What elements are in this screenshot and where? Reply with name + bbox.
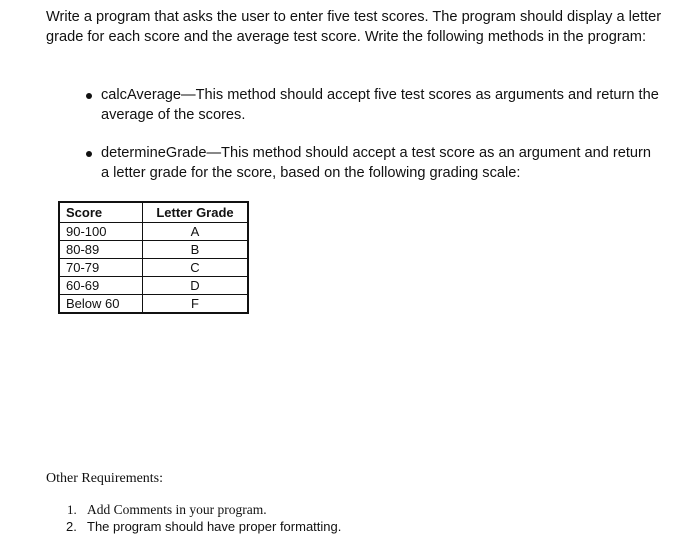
requirement-text: The program should have proper formatting.	[87, 519, 342, 534]
table-header-row	[59, 202, 248, 223]
header-letter-grade: Letter Grade	[143, 202, 249, 223]
grade-cell: D	[143, 277, 249, 295]
score-cell: Below 60	[59, 295, 143, 314]
score-cell: 60-69	[59, 277, 143, 295]
score-cell: 70-79	[59, 259, 143, 277]
grading-scale-table	[58, 201, 249, 314]
table-row	[59, 259, 248, 277]
grade-cell: F	[143, 295, 249, 314]
requirement-number: 2.	[66, 519, 77, 534]
header-score: Score	[59, 202, 143, 223]
grade-cell: C	[143, 259, 249, 277]
bullet-icon	[86, 93, 92, 99]
bullet-calc-average: calcAverage—This method should accept five test scores as arguments and return the average of the scores.	[101, 87, 659, 123]
score-cell: 90-100	[59, 223, 143, 241]
other-requirements-heading: Other Requirements:	[46, 471, 164, 486]
grade-cell: B	[143, 241, 249, 259]
score-cell: 80-89	[59, 241, 143, 259]
table-row	[59, 241, 248, 259]
intro-paragraph: Write a program that asks the user to enter five test scores. The program should display a letter grade for each score and the average test score. Write the following methods in the program:	[46, 9, 662, 45]
requirement-text: Add Comments in your program.	[87, 502, 267, 517]
table-row	[59, 277, 248, 295]
bullet-determine-grade: determineGrade—This method should accept a test score as an argument and return a letter grade for the score, based on the following grading scale:	[101, 145, 651, 181]
requirement-number: 1.	[67, 502, 77, 517]
table-row	[59, 223, 248, 241]
grade-cell: A	[143, 223, 249, 241]
table-row	[59, 295, 248, 314]
bullet-icon	[86, 151, 92, 157]
